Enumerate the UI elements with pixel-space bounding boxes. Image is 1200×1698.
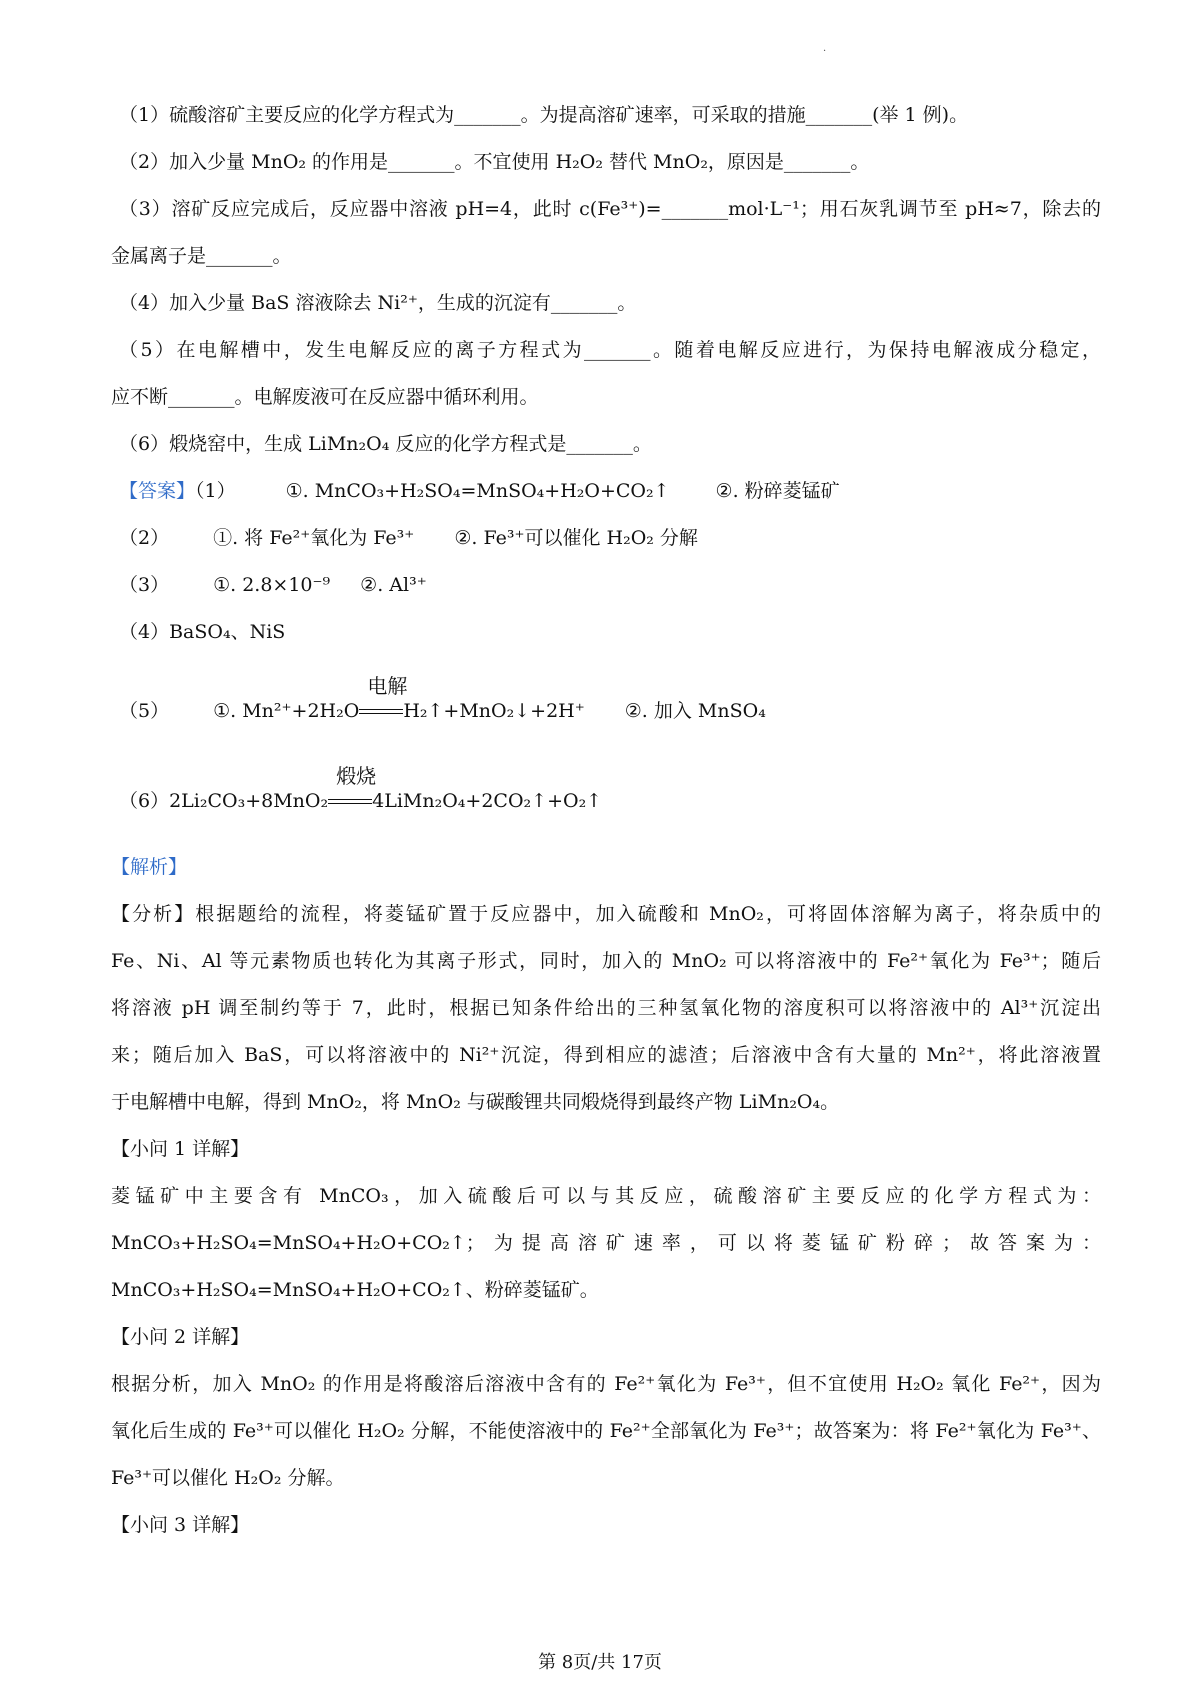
electrolysis-condition: 电解 [367, 674, 408, 698]
subquestion-3-heading: 【小问 3 详解】 [111, 1514, 250, 1536]
answer-4: （4）BaSO₄、NiS [119, 621, 286, 643]
question-2: （2）加入少量 MnO₂ 的作用是_______。不宜使用 H₂O₂ 替代 MnO₂，原因是_______。 [119, 151, 870, 173]
question-5-line-2: 应不断_______。电解废液可在反应器中循环利用。 [111, 386, 539, 408]
analysis-line-3: 将溶液 pH 调至制约等于 7，此时，根据已知条件给出的三种氢氧化物的溶度积可以将溶液中的 Al³⁺沉淀出 [111, 997, 1101, 1019]
answer-2-part-1: ①. 将 Fe²⁺氧化为 Fe³⁺ [213, 527, 415, 549]
analysis-line-1: 【分析】根据题给的流程，将菱锰矿置于反应器中，加入硫酸和 MnO₂，可将固体溶解为离子，将杂质中的 [111, 903, 1101, 925]
analysis-line-2: Fe、Ni、Al 等元素物质也转化为其离子形式，同时，加入的 MnO₂ 可以将溶液中的 Fe²⁺氧化为 Fe³⁺；随后 [111, 950, 1101, 972]
answer-3-number: （3） [119, 574, 170, 596]
corner-mark: · [823, 46, 827, 57]
question-4: （4）加入少量 BaS 溶液除去 Ni²⁺，生成的沉淀有_______。 [119, 292, 637, 314]
answer-label: 【答案】 [119, 480, 196, 502]
question-5-line-1: （5）在电解槽中，发生电解反应的离子方程式为_______。随着电解反应进行，为保持电解液成分稳定， [119, 339, 1101, 361]
analysis-line-5: 于电解槽中电解，得到 MnO₂，将 MnO₂ 与碳酸锂共同煅烧得到最终产物 LiMn₂O₄。 [111, 1091, 840, 1113]
reaction-condition-arrow [359, 674, 408, 723]
question-3-line-2: 金属离子是_______。 [111, 245, 292, 267]
subquestion-1-line-1: 菱锰矿中主要含有 MnCO₃，加入硫酸后可以与其反应，硫酸溶矿主要反应的化学方程式为： [111, 1185, 1101, 1207]
answer-6 [111, 740, 1101, 830]
answer-3-part-1: ①. 2.8×10⁻⁹ [213, 574, 331, 596]
analysis-line-4: 来；随后加入 BaS，可以将溶液中的 Ni²⁺沉淀，得到相应的滤渣；后溶液中含有大量的 Mn²⁺，将此溶液置 [111, 1044, 1101, 1066]
answer-1 [111, 468, 1101, 515]
answer-5 [111, 656, 1101, 740]
reaction-condition-arrow [328, 764, 377, 813]
answer-3 [111, 562, 1101, 609]
subquestion-2-line-1: 根据分析，加入 MnO₂ 的作用是将酸溶后溶液中含有的 Fe²⁺氧化为 Fe³⁺，但不宜使用 H₂O₂ 氧化 Fe²⁺，因为 [111, 1373, 1101, 1395]
analysis-label: 【解析】 [111, 856, 188, 878]
subquestion-1-heading: 【小问 1 详解】 [111, 1138, 250, 1160]
answer-2 [111, 515, 1101, 562]
subquestion-2-line-3: Fe³⁺可以催化 H₂O₂ 分解。 [111, 1467, 345, 1489]
answer-5-left: ①. Mn²⁺+2H₂O [213, 700, 360, 722]
answer-6-left: （6）2Li₂CO₃+8MnO₂ [119, 790, 329, 812]
question-6: （6）煅烧窑中，生成 LiMn₂O₄ 反应的化学方程式是_______。 [119, 433, 652, 455]
page-content [111, 92, 1101, 1549]
page-footer: 第 8页/共 17页 [538, 1652, 662, 1673]
calcination-condition: 煅烧 [336, 764, 377, 788]
answer-3-part-2: ②. Al³⁺ [360, 574, 427, 596]
answer-6-right: 4LiMn₂O₄+2CO₂↑+O₂↑ [372, 790, 603, 812]
answer-1-part-1: ①. MnCO₃+H₂SO₄=MnSO₄+H₂O+CO₂↑ [285, 480, 670, 502]
answer-5-part-2: ②. 加入 MnSO₄ [624, 700, 766, 722]
answer-1-number: （1） [195, 480, 236, 502]
answer-2-part-2: ②. Fe³⁺可以催化 H₂O₂ 分解 [454, 527, 698, 549]
answer-2-number: （2） [119, 527, 170, 549]
question-3-line-1: （3）溶矿反应完成后，反应器中溶液 pH=4，此时 c(Fe³⁺)=_______mol·L⁻¹；用石灰乳调节至 pH≈7，除去的 [119, 198, 1101, 220]
subquestion-2-line-2: 氧化后生成的 Fe³⁺可以催化 H₂O₂ 分解，不能使溶液中的 Fe²⁺全部氧化为 Fe³⁺；故答案为：将 Fe²⁺氧化为 Fe³⁺、 [111, 1420, 1101, 1442]
question-1: （1）硫酸溶矿主要反应的化学方程式为_______。为提高溶矿速率，可采取的措施_______(举 1 例)。 [119, 104, 969, 126]
subquestion-1-line-2: MnCO₃+H₂SO₄=MnSO₄+H₂O+CO₂↑；为提高溶矿速率，可以将菱锰矿粉碎；故答案为： [111, 1232, 1101, 1254]
answer-5-right: H₂↑+MnO₂↓+2H⁺ [403, 700, 585, 722]
subquestion-1-line-3: MnCO₃+H₂SO₄=MnSO₄+H₂O+CO₂↑、粉碎菱锰矿。 [111, 1279, 599, 1301]
subquestion-2-heading: 【小问 2 详解】 [111, 1326, 250, 1348]
answer-5-number: （5） [119, 700, 170, 722]
answer-1-part-2: ②. 粉碎菱锰矿 [715, 480, 840, 502]
